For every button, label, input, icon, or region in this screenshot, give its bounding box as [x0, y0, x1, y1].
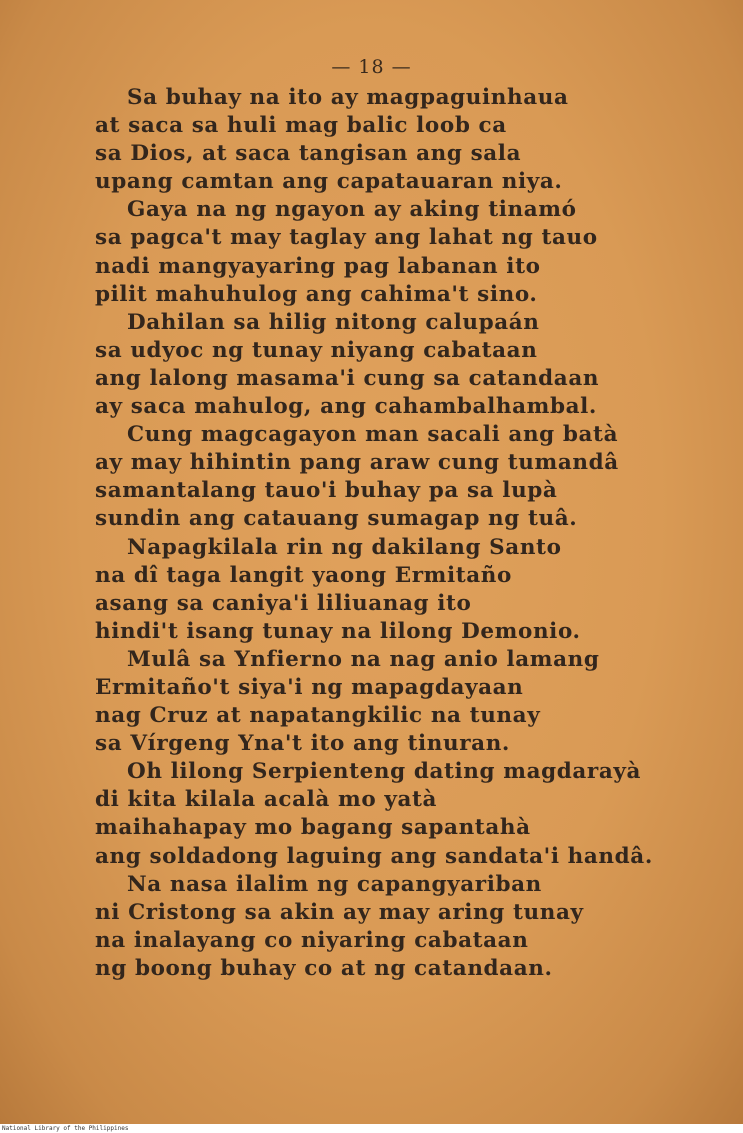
stanza-3-line-1: Dahilan sa hilig nitong calupaán — [127, 309, 540, 335]
stanza-4-line-4: sundin ang catauang sumagap ng tuâ. — [95, 506, 578, 532]
stanza-6-line-3: nag Cruz at napatangkilic na tunay — [95, 703, 541, 729]
stanza-2-line-2: sa pagca't may taglay ang lahat ng tauo — [95, 225, 598, 251]
stanza-3-line-3: ang lalong masama'i cung sa catandaan — [95, 365, 600, 391]
stanza-4-line-3: samantalang tauo'i buhay pa sa lupà — [95, 478, 558, 504]
stanza-7-line-1: Oh lilong Serpienteng dating magdarayà — [127, 759, 642, 785]
stanza-8-line-1: Na nasa ilalim ng capangyariban — [127, 871, 542, 897]
footer-credit: National Library of the Philippines — [2, 1125, 129, 1132]
stanza-3-line-2: sa udyoc ng tunay niyang cabataan — [95, 337, 538, 363]
stanza-5-line-1: Napagkilala rin ng dakilang Santo — [127, 534, 562, 560]
poem-stanzas — [95, 84, 715, 983]
stanza-1-line-4: upang camtan ang capatauaran niya. — [95, 169, 563, 195]
stanza-5-line-2: na dî taga langit yaong Ermitaño — [95, 562, 512, 588]
stanza-7-line-4: ang soldadong laguing ang sandata'i handâ. — [95, 843, 653, 869]
stanza-5-line-4: hindi't isang tunay na lilong Demonio. — [95, 618, 581, 644]
page-number: — 18 — — [331, 56, 412, 78]
stanza-8-line-2: ni Cristong sa akin ay may aring tunay — [95, 899, 584, 925]
stanza-4-line-1: Cung magcagayon man sacali ang batà — [127, 422, 619, 448]
stanza-6-line-2: Ermitaño't siya'i ng mapagdayaan — [95, 674, 524, 700]
stanza-7-line-3: maihahapay mo bagang sapantahà — [95, 815, 531, 841]
stanza-1-line-3: sa Dios, at saca tangisan ang sala — [95, 141, 522, 167]
stanza-6-line-4: sa Vírgeng Yna't ito ang tinuran. — [95, 731, 511, 757]
stanza-6-line-1: Mulâ sa Ynfierno na nag anio lamang — [127, 646, 600, 672]
stanza-3-line-4: ay saca mahulog, ang cahambalhambal. — [95, 394, 597, 420]
stanza-5-line-3: asang sa caniya'i liliuanag ito — [95, 590, 472, 616]
stanza-4-line-2: ay may hihintin pang araw cung tumandâ — [95, 450, 619, 476]
stanza-1-line-2: at saca sa huli mag balic loob ca — [95, 113, 507, 139]
stanza-2-line-3: nadi mangyayaring pag labanan ito — [95, 253, 541, 279]
stanza-8-line-4: ng boong buhay co at ng catandaan. — [95, 955, 553, 981]
stanza-7-line-2: di kita kilala acalà mo yatà — [95, 787, 438, 813]
stanza-8-line-3: na inalayang co niyaring cabataan — [95, 927, 529, 953]
stanza-2-line-1: Gaya na ng ngayon ay aking tinamó — [127, 197, 577, 223]
stanza-2-line-4: pilit mahuhulog ang cahima't sino. — [95, 281, 538, 307]
stanza-1-line-1: Sa buhay na ito ay magpaguinhaua — [127, 85, 569, 110]
